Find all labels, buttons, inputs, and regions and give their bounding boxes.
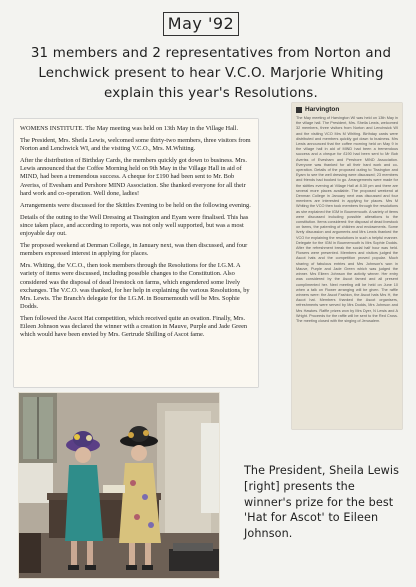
page-title: May '92 bbox=[163, 12, 239, 36]
event-photograph bbox=[19, 393, 219, 578]
side-clipping-heading: Harvington bbox=[305, 106, 340, 113]
clipping-paragraph: The President, Mrs. Sheila Lewis, welcomed some thirty-two members, three visitors from Norton and Lenchwick WI, and the visiting V.C.O., Mrs. M.Whiting. bbox=[20, 137, 251, 153]
side-clipping-body: The May meeting of Harvington WI was held on 13th May in the village hall. The President, Mrs. Sheila Lewis, welcomed 32 members, three visitors from Norton and Lenchwick WI and the visiting VCO Mrs M Whiting. Birthday cards were distributed and members quickly got down to business. Mrs Lewis announced that the coffee morning held on May 9 in the village hall in aid of MIND had been a tremendous success and a cheque for £190 had been sent to Mr Bob Averiss of Evesham and Pershore MIND Association. Everyone was thanked for all their hard work and co-operation. Details of the proposed outing to Tissington and Eyam to see the well dressing were discussed; 23 members and friends had booked to go. Arrangements were made for the skittles evening at Village Hall at 8.30 pm and there are several more places available. The proposed weekend at Denman College in January next was discussed and four members are interested in applying for places. Mrs M Whiting the VCO then took members through the resolutions as she explained the IGM in Bournemouth. A variety of items were discussed including possible alterations to the constitution. Items considered: the disposal of dead livestock on farms, the patenting of children and endowments. Some lively discussion and arguments and Mrs Lewis thanked the VCO for explaining the resolutions in such a helpful manner. Delegate for the IGM in Bournemouth is Mrs Sophie Dodds. After the refreshment break the social half hour was held. Flowers were presented. Members and visitors judged the Ascot hats and the competition proved popular. Much sharing of fabulous entries and Mrs Johnson's won in Mauve, Purple and Jade Green which was judged the winner. Mrs Eileen Johnson the activity winner. Her entry was considered by the Ascot famed and all present complimented her. Next meeting will be held on June 10 when a talk on Flower arranging will be given. The raffle winners were: the Ascot Fashion, the Ascot hats Mrs H, the Ascot hat. Members thanked the Ascot organisers, refreshments were served by Mrs Dodds, Mrs Johnson and Mrs Hawkes. Raffle prizes won by Mrs Dyer, N Lewis and A Wright. Proceeds for the raffle will be sent to the Red Cross. The meeting closed with the singing of Jerusalem. bbox=[296, 116, 398, 323]
newspaper-clipping-side bbox=[292, 103, 402, 429]
clipping-paragraph: After the distribution of Birthday Cards, the members quickly got down to business. Mrs. Lewis announced that the Coffee Morning held on 9th May in the Village Hall in aid of MIND, had been a tremendous success. A cheque for £190 had been sent to Mr. Bob Averiss, of Evesham and Pershore MIND Association. She thanked everyone for all their hard work and co-operation. Well done, ladies! bbox=[20, 157, 247, 197]
clipping-paragraph: Mrs. Whiting, the V.C.O., then took members through the Resolutions for the I.G.M. A variety of items were discussed, including possible changes to the Constitution. Also considered was the disposal of dead livestock on farms, which engendered some lively exchanges. The V.C.O. was thanked, for her help in explaining the various Resolutions, by Mrs. Lewis. The Branch's delegate for the I.G.M. in Bournemouth will be Mrs. Sophie Dodds. bbox=[20, 262, 250, 310]
photo-caption: The President, Sheila Lewis [right] presents the winner's prize for the best 'Hat for Ascot' to Eileen Johnson. bbox=[244, 464, 400, 541]
clipping-paragraph: Arrangements were discussed for the Skittles Evening to be held on the following evening. bbox=[20, 201, 251, 209]
clipping-paragraph: The proposed weekend at Denman College, in January next, was then discussed, and four members expressed interest in applying for places. bbox=[20, 242, 248, 258]
black-square-icon bbox=[296, 107, 302, 113]
photo-illustration bbox=[19, 393, 219, 578]
clipping-paragraph: WOMENS INSTITUTE. The May meeting was held on 13th May in the Village Hall. bbox=[20, 125, 239, 132]
intro-handwritten-text: 31 members and 2 representatives from Norton and Lenchwick present to hear V.C.O. Marjorie Whiting explain this year's Resolutions. bbox=[30, 46, 392, 101]
newspaper-clipping-main bbox=[14, 119, 258, 387]
side-clipping-header bbox=[296, 106, 398, 113]
clipping-paragraph: Details of the outing to the Well Dressing at Tissington and Eyam were finalised. This has since taken place, and according to reports, was not only well supported, but was a most enjoyable day out. bbox=[20, 213, 249, 238]
clipping-paragraph: Then followed the Ascot Hat competition, which received quite an ovation. Finally, Mrs. Eileen Johnson was declared the winner with a creation in Mauve, Purple and Jade Green which would have been envied by Mrs. Gertrude Shilling of Ascot fame. bbox=[20, 314, 248, 339]
